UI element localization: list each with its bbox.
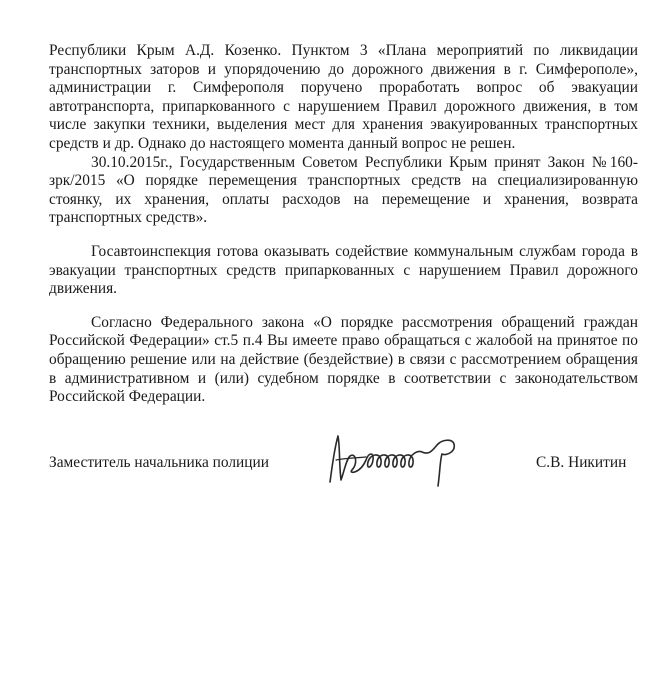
signatory-name: С.В. Никитин — [536, 454, 627, 471]
signatory-position: Заместитель начальника полиции — [49, 454, 269, 471]
paragraph-evacuation-plan: Республики Крым А.Д. Козенко. Пунктом 3 «Плана мероприятий по ликвидации транспортных заторов и упорядочению до дорожного движения в г. Симферополе», администрации г. Симферополя поручено проработать вопрос об эвакуации автотранспорта, припаркованного с нарушением Правил дорожного движения, в том числе закупки техники, выделения мест для хранения эвакуированных транспортных средств и др. Однако до настоящего момента данный вопрос не решен. — [49, 42, 638, 152]
paragraph-traffic-police-support: Госавтоинспекция готова оказывать содействие коммунальным службам города в эвакуации транспортных средств припаркованных с нарушением Правил дорожного движения. — [49, 242, 638, 298]
paragraph-appeal-rights: Согласно Федерального закона «О порядке рассмотрения обращений граждан Российской Федерации» ст.5 п.4 Вы имеете право обращаться с жалобой на принятое по обращению решение или на действие (бездействие) в связи с рассмотрением обращения в административном и (или) судебном порядке в соответствии с законодательством Российской Федерации. — [49, 313, 638, 406]
letter-body — [49, 42, 638, 407]
paragraph-state-council-law: 30.10.2015г., Государственным Советом Республики Крым принят Закон №160-зрк/2015 «О порядке перемещения транспортных средств на специализированную стоянку, их хранения, оплаты расходов на перемещение и хранения, возврата транспортных средств». — [49, 153, 638, 227]
handwritten-signature — [322, 430, 462, 488]
